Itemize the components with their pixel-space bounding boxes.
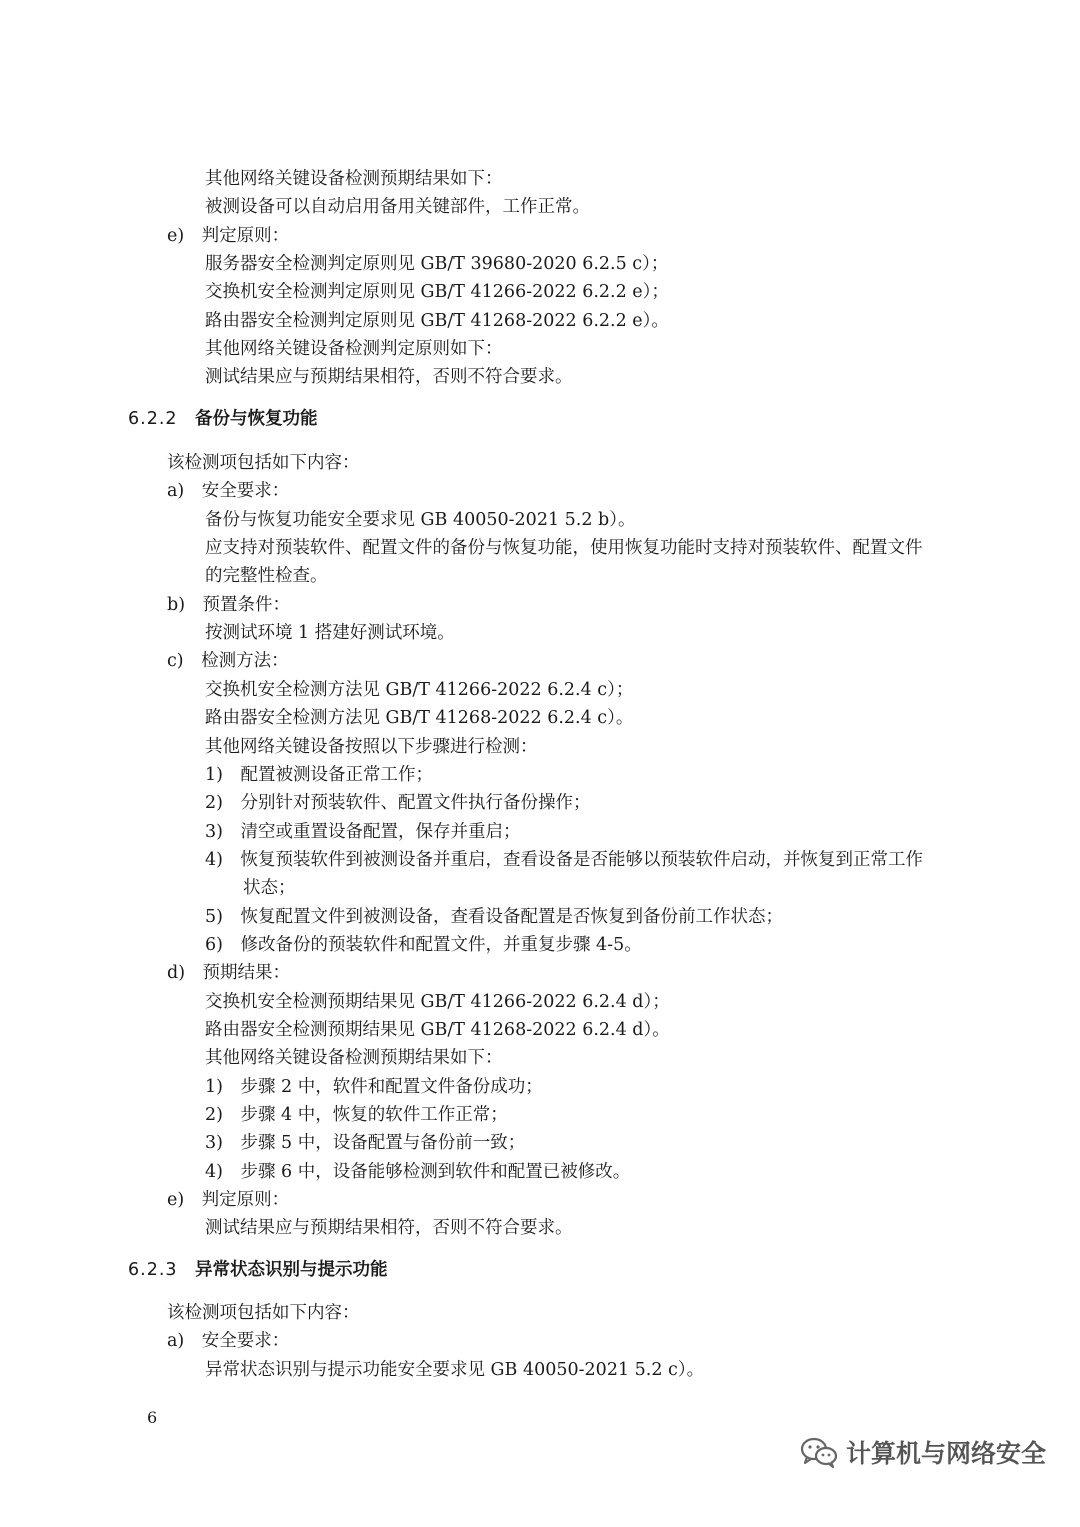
text-line: 被测设备可以自动启用备用关键部件，工作正常。 [205, 197, 590, 218]
section-heading-622 [128, 406, 318, 432]
text-line: 1) 配置被测设备正常工作； [205, 764, 433, 785]
text-line: 3) 步骤 5 中，设备配置与备份前一致； [205, 1133, 526, 1154]
section-heading-623 [128, 1257, 388, 1283]
text-line: 1) 步骤 2 中，软件和配置文件备份成功； [205, 1076, 543, 1097]
text-line: 其他网络关键设备检测预期结果如下： [205, 169, 503, 189]
section-title: 异常状态识别与提示功能 [195, 1260, 388, 1280]
text-line: 交换机安全检测判定原则见 GB/T 41266-2022 6.2.2 e）； [205, 282, 669, 303]
text-line: c) 检测方法： [167, 651, 289, 672]
text-line: a) 安全要求： [167, 1331, 290, 1352]
watermark-text: 计算机与网络安全 [845, 1439, 1046, 1468]
text-line: 交换机安全检测预期结果见 GB/T 41266-2022 6.2.4 d）； [205, 991, 670, 1012]
text-line: 4) 步骤 6 中，设备能够检测到软件和配置已被修改。 [205, 1161, 631, 1182]
text-line: 该检测项包括如下内容： [167, 1303, 360, 1323]
text-line: 2) 步骤 4 中，恢复的软件工作正常； [205, 1105, 508, 1126]
text-line: d) 预期结果： [167, 963, 291, 984]
text-line: 其他网络关键设备按照以下步骤进行检测： [205, 736, 538, 757]
text-line: 6) 修改备份的预装软件和配置文件，并重复步骤 4-5。 [205, 934, 642, 955]
text-line: 应支持对预装软件、配置文件的备份与恢复功能，使用恢复功能时支持对预装软件、配置文件 [205, 538, 923, 559]
text-line: e) 判定原则： [167, 225, 290, 246]
section-number: 6.2.2 [128, 409, 178, 429]
text-line: e) 判定原则： [167, 1190, 290, 1211]
text-line: 异常状态识别与提示功能安全要求见 GB 40050-2021 5.2 c）。 [205, 1359, 705, 1380]
section-number: 6.2.3 [128, 1260, 178, 1280]
text-line: 该检测项包括如下内容： [167, 453, 360, 473]
section-title: 备份与恢复功能 [195, 409, 318, 429]
text-line: 的完整性检查。 [205, 566, 328, 587]
text-line: 其他网络关键设备检测判定原则如下： [205, 339, 503, 360]
text-line: 测试结果应与预期结果相符，否则不符合要求。 [205, 1218, 573, 1239]
text-line: 测试结果应与预期结果相符，否则不符合要求。 [205, 367, 573, 388]
text-line: 按测试环境 1 搭建好测试环境。 [205, 623, 455, 644]
text-line: 备份与恢复功能安全要求见 GB 40050-2021 5.2 b）。 [205, 509, 636, 530]
text-line: b) 预置条件： [167, 594, 291, 615]
text-line: 4) 恢复预装软件到被测设备并重启，查看设备是否能够以预装软件启动，并恢复到正常工作 [205, 849, 923, 870]
text-line: 交换机安全检测方法见 GB/T 41266-2022 6.2.4 c）； [205, 679, 634, 700]
text-line: 服务器安全检测判定原则见 GB/T 39680-2020 6.2.5 c）； [205, 254, 669, 275]
text-line: 路由器安全检测预期结果见 GB/T 41268-2022 6.2.4 d）。 [205, 1020, 670, 1040]
text-line: 2) 分别针对预装软件、配置文件执行备份操作； [205, 793, 591, 814]
text-line: 路由器安全检测方法见 GB/T 41268-2022 6.2.4 c）。 [205, 708, 634, 729]
wechat-icon [800, 1436, 838, 1468]
text-line: 路由器安全检测判定原则见 GB/T 41268-2022 6.2.2 e）。 [205, 310, 669, 331]
page-number: 6 [147, 1408, 158, 1427]
text-line: 状态； [243, 878, 296, 899]
text-line: a) 安全要求： [167, 481, 290, 502]
text-line: 5) 恢复配置文件到被测设备，查看设备配置是否恢复到备份前工作状态； [205, 906, 783, 927]
watermark [800, 1432, 1046, 1472]
text-line: 3) 清空或重置设备配置，保存并重启； [205, 821, 521, 842]
text-line: 其他网络关键设备检测预期结果如下： [205, 1048, 503, 1069]
